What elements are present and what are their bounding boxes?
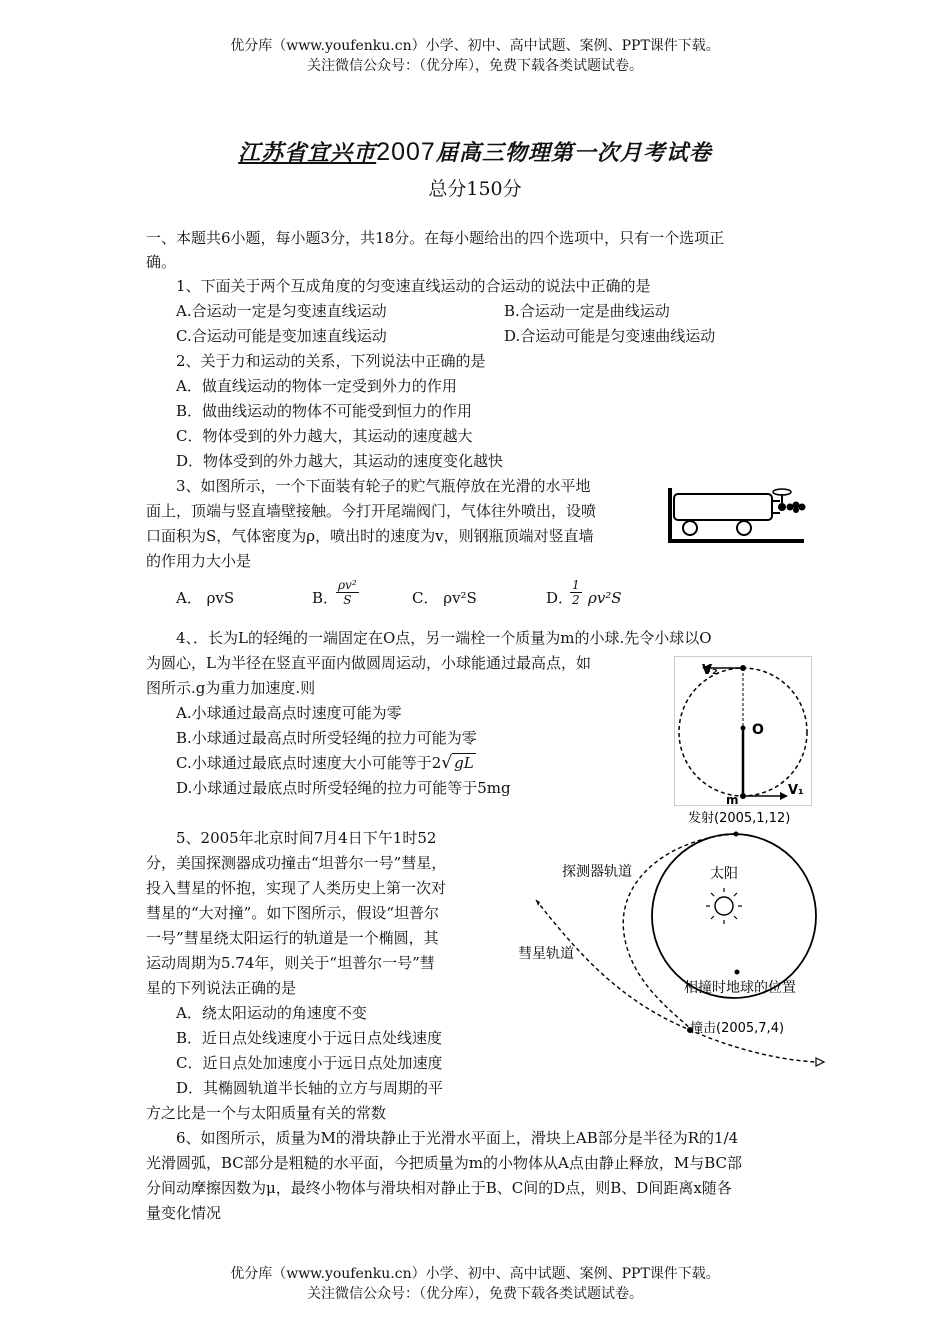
q4-line-2: 为圆心，L为半径在竖直平面内做圆周运动，小球能通过最高点，如 xyxy=(146,654,591,672)
footer-line-1: 优分库（www.youfenku.cn）小学、初中、高中试题、案例、PPT课件下载。 xyxy=(230,1266,720,1282)
q3-line-1: 3、如图所示，一个下面装有轮子的贮气瓶停放在光滑的水平地 xyxy=(176,477,591,495)
q1-option-a: A.合运动一定是匀变速直线运动 xyxy=(176,302,387,320)
q3-option-b-fraction xyxy=(336,578,359,607)
q5-line-1: 5、2005年北京时间7月4日下午1时52 xyxy=(176,829,437,847)
label-probe-orbit: 探测器轨道 xyxy=(562,864,632,880)
q6-line-3: 分间动摩擦因数为μ，最终小物体与滑块相对静止于B、C间的D点，则B、D间距离x随各 xyxy=(146,1179,732,1197)
header-line-1: 优分库（www.youfenku.cn）小学、初中、高中试题、案例、PPT课件下载。 xyxy=(230,38,720,54)
q3-b-numerator: ρv² xyxy=(338,578,357,592)
q3-d-denominator: 2 xyxy=(572,593,580,607)
q4-option-c-text: C.小球通过最底点时速度大小可能等于2 xyxy=(176,754,442,772)
sun-rays xyxy=(706,888,742,924)
label-launch: 发射(2005,1,12) xyxy=(688,811,791,826)
q3-line-3: 口面积为S，气体密度为ρ，喷出时的速度为v，则钢瓶顶端对竖直墙 xyxy=(146,527,594,545)
q3-option-a: A． ρvS xyxy=(176,589,235,607)
q3-d-numerator: 1 xyxy=(572,578,580,592)
q6-line-2: 光滑圆弧，BC部分是粗糙的水平面，今把质量为m的小物体从A点由静止释放，M与BC部 xyxy=(146,1154,742,1172)
label-earth-position: 相撞时地球的位置 xyxy=(684,980,796,996)
title-rest: 届高三物理第一次月考试卷 xyxy=(435,140,712,166)
label-o: O xyxy=(752,722,764,738)
earth-position xyxy=(735,970,740,975)
q2-stem: 2、关于力和运动的关系，下列说法中正确的是 xyxy=(176,352,486,370)
q3-figure-gas-cylinder xyxy=(666,484,806,546)
ball-bottom xyxy=(740,793,746,799)
q4-option-b: B.小球通过最高点时所受轻绳的拉力可能为零 xyxy=(176,729,477,747)
label-v2: V₂ xyxy=(702,663,718,678)
q2-option-a: A．做直线运动的物体一定受到外力的作用 xyxy=(176,377,457,395)
q5-line-3: 投入彗星的怀抱，实现了人类历史上第一次对 xyxy=(146,879,447,897)
q6-line-1: 6、如图所示，质量为M的滑块静止于光滑水平面上，滑块上AB部分是半径为R的1/4 xyxy=(176,1129,739,1147)
label-comet-orbit: 彗星轨道 xyxy=(518,946,574,962)
wheel-right xyxy=(737,521,751,535)
q4-figure-circle xyxy=(674,656,812,806)
title-place: 江苏省宜兴市 xyxy=(238,140,377,166)
probe-orbit xyxy=(623,834,736,1028)
section-intro-line-2: 确。 xyxy=(146,253,177,271)
label-v1: V₁ xyxy=(788,783,804,798)
label-m: m xyxy=(726,793,739,806)
q1-option-c: C.合运动可能是变加速直线运动 xyxy=(176,327,387,345)
q4-line-1: 4、．长为L的轻绳的一端固定在O点，另一端栓一个质量为m的小球.先令小球以O xyxy=(176,629,712,647)
label-impact: 撞击(2005,7,4) xyxy=(690,1021,785,1036)
footer-line-2: 关注微信公众号：（优分库），免费下载各类试题试卷。 xyxy=(307,1286,643,1302)
wheel-left xyxy=(683,521,697,535)
q3-option-b-label: B． xyxy=(312,589,339,607)
q3-option-d-rest: ρv²S xyxy=(588,589,622,607)
q6-line-4: 量变化情况 xyxy=(146,1204,222,1222)
q2-option-c: C．物体受到的外力越大，其运动的速度越大 xyxy=(176,427,473,445)
q3-line-4: 的作用力大小是 xyxy=(146,552,252,570)
q2-option-d: D．物体受到的外力越大，其运动的速度变化越快 xyxy=(176,452,504,470)
q5-line-4: 彗星的“大对撞”。如下图所示，假设“坦普尔 xyxy=(146,904,440,922)
q5-line-7: 星的下列说法正确的是 xyxy=(146,979,297,997)
q4-option-c-root: gL xyxy=(454,754,474,772)
q4-option-a: A.小球通过最高点时速度可能为零 xyxy=(176,704,402,722)
cylinder-body xyxy=(674,494,772,520)
q5-line-2: 分，美国探测器成功撞击“坦普尔一号”彗星， xyxy=(146,854,447,872)
q1-option-b: B.合运动一定是曲线运动 xyxy=(504,302,670,320)
q5-option-c: C．近日点处加速度小于远日点处加速度 xyxy=(176,1054,443,1072)
page-subtitle: 总分150分 xyxy=(428,178,522,200)
launch-point xyxy=(734,832,739,837)
q4-option-d: D.小球通过最底点时所受轻绳的拉力可能等于5mg xyxy=(176,779,511,797)
q4-line-3: 图所示.g为重力加速度.则 xyxy=(146,679,316,697)
q1-option-d: D.合运动可能是匀变速曲线运动 xyxy=(504,327,716,345)
ball-top xyxy=(740,665,746,671)
q3-option-d-fraction xyxy=(570,578,582,607)
q4-option-c xyxy=(176,751,476,775)
q2-option-b: B．做曲线运动的物体不可能受到恒力的作用 xyxy=(176,402,473,420)
q3-option-c: C． ρv²S xyxy=(412,589,477,607)
q5-option-a: A．绕太阳运动的角速度不变 xyxy=(176,1004,367,1022)
sqrt-sign: √ xyxy=(441,753,453,773)
page-title xyxy=(0,136,950,167)
header-line-2: 关注微信公众号：（优分库），免费下载各类试题试卷。 xyxy=(307,58,643,74)
q5-line-5: 一号”彗星绕太阳运行的轨道是一个椭圆，其 xyxy=(146,929,439,947)
q5-option-d-line-1: D．其椭圆轨道半长轴的立方与周期的平 xyxy=(176,1079,444,1097)
valve xyxy=(778,503,786,511)
q3-line-2: 面上，顶端与竖直墙壁接触。今打开尾端阀门，气体往外喷出，设喷 xyxy=(146,502,597,520)
sun-icon xyxy=(715,897,733,915)
q3-b-denominator: S xyxy=(343,593,352,607)
title-year: 2007 xyxy=(376,138,436,166)
q5-figure-orbits xyxy=(512,806,832,1076)
q5-option-b: B．近日点处线速度小于远日点处线速度 xyxy=(176,1029,443,1047)
label-sun: 太阳 xyxy=(710,866,738,882)
q5-line-6: 运动周期为5.74年，则关于“坦普尔一号”彗 xyxy=(146,954,435,972)
section-intro-line-1: 一、本题共6小题，每小题3分，共18分。在每小题给出的四个选项中，只有一个选项正 xyxy=(146,229,725,247)
center-point xyxy=(741,726,746,731)
q3-option-d-label: D． xyxy=(546,589,574,607)
q5-option-d-line-2: 方之比是一个与太阳质量有关的常数 xyxy=(146,1104,387,1122)
gas-puff xyxy=(787,504,794,511)
q1-stem: 1、下面关于两个互成角度的匀变速直线运动的合运动的说法中正确的是 xyxy=(176,277,651,295)
